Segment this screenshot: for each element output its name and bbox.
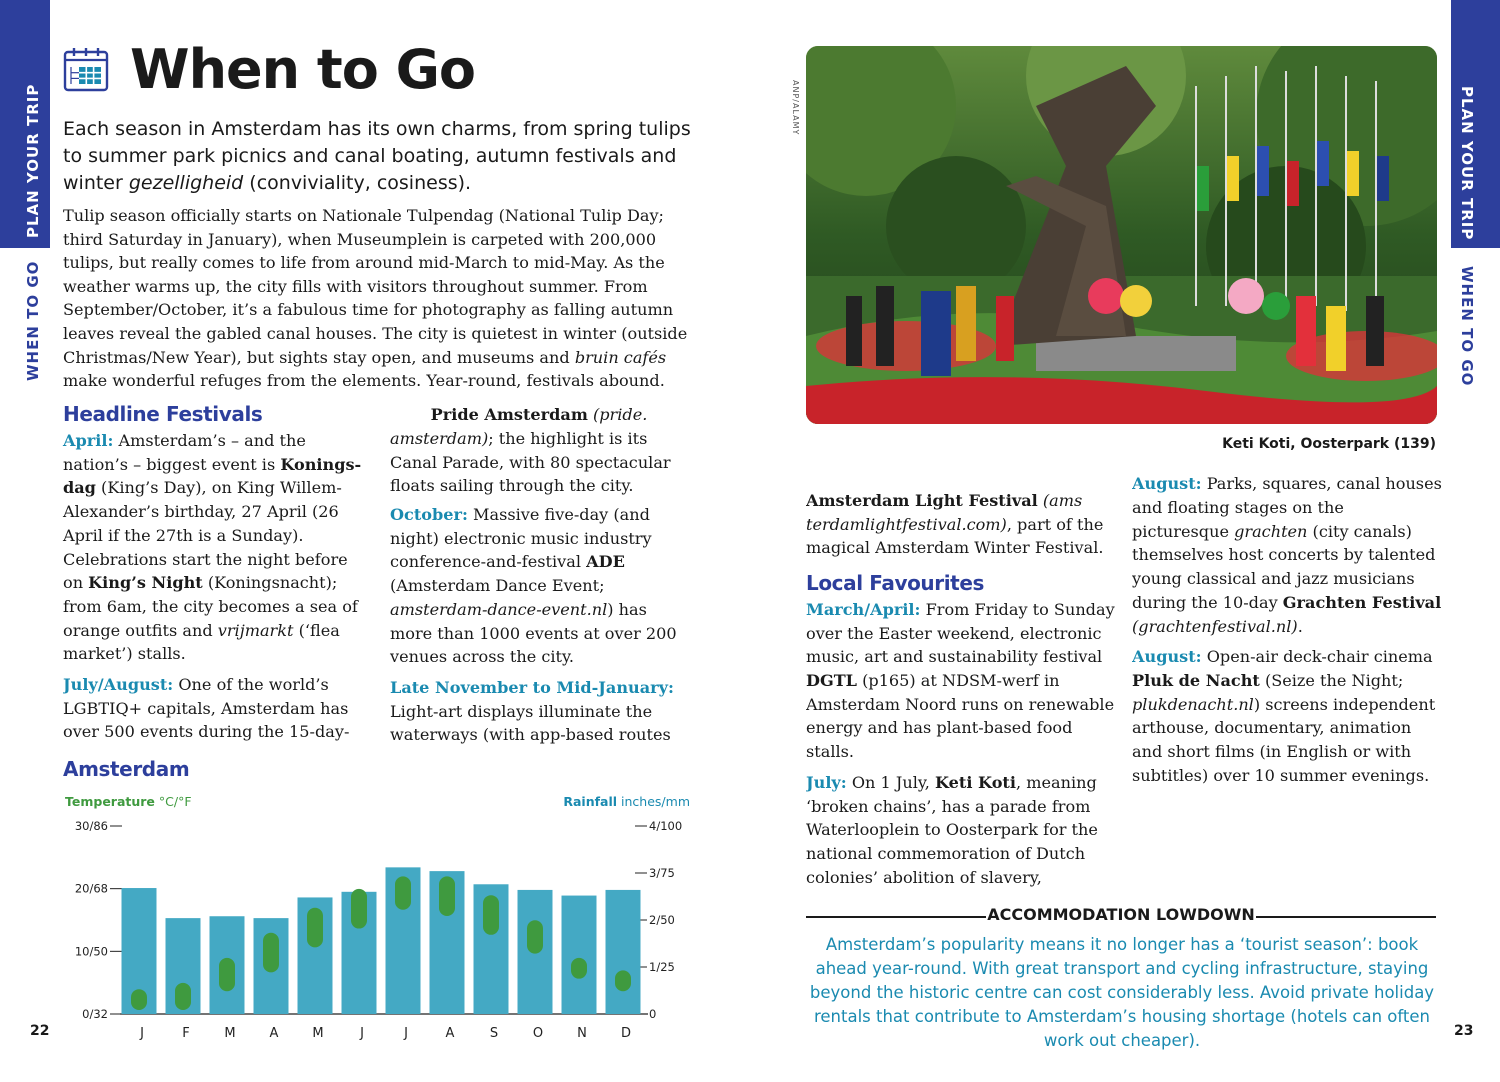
temperature-range-pill — [615, 970, 631, 991]
photo-credit: ANP/ALAMY — [791, 80, 800, 136]
left-tick-label: 30/86 — [74, 819, 108, 833]
plan-your-trip-tab-left: PLAN YOUR TRIP — [24, 83, 42, 238]
keti-koti-photo — [806, 46, 1437, 424]
festival-april: April: Amsterdam’s – and the nation’s – biggest event is Koningsdag (King’s Day), on King Willem-Alexander’s birthday, 27 April (26 April if the 27th is a Sunday). Celebrations start the night before on King’s Night (Koningsnacht); from 6am, the city becomes a sea of orange outfits and vrijmarkt (‘flea market’) stalls. — [63, 431, 362, 664]
festival-november: Late November to Mid-January: Light-art displays illuminate the waterways (with app-based routes — [390, 677, 674, 745]
right-col-1 — [806, 465, 1116, 890]
plan-your-trip-tab-right: PLAN YOUR TRIP — [1458, 86, 1476, 241]
month-label: J — [140, 1026, 144, 1041]
temperature-range-pill — [307, 908, 323, 948]
page-title: When to Go — [130, 38, 476, 101]
rainfall-bar — [562, 896, 597, 1014]
temperature-range-pill — [351, 889, 367, 929]
headline-festivals-col-1 — [63, 401, 368, 750]
festival-october: October: Massive five-day (and night) electronic music industry conference-and-festival ADE (Amsterdam Dance Event; amsterdam-dance-event.nl) has more than 1000 events at over 200 venues across the city. — [390, 505, 677, 667]
local-august-concerts: August: Parks, squares, canal houses and floating stages on the picturesque grachten (city canals) themselves host concerts by talented young classical and jazz musicians during the 10-day Grachten Festival (grachtenfestival.nl). — [1132, 474, 1442, 636]
temperature-range-pill — [395, 876, 411, 909]
temperature-range-pill — [527, 920, 543, 953]
accommodation-lowdown-text: Amsterdam’s popularity means it no longer has a ‘tourist season’: book ahead year-round. With great transport and cycling infrastructure, staying beyond the historic centre can cost considerably less. Avoid private holiday rentals that contribute to Amsterdam’s housing shortage (hotels can often work out cheaper). — [809, 935, 1435, 1050]
temperature-label: Temperature °C/°F — [65, 794, 192, 809]
when-to-go-tab-right: WHEN TO GO — [1458, 266, 1476, 387]
temperature-range-pill — [263, 933, 279, 973]
temperature-range-pill — [175, 983, 191, 1010]
festival-november-continued: Amsterdam Light Festival (ams terdamlightfestival.com), part of the magical Amsterdam Winter Festival. — [806, 490, 1104, 558]
temperature-range-pill — [571, 958, 587, 979]
temperature-range-pill — [483, 895, 499, 935]
left-tick-label: 20/68 — [74, 881, 108, 896]
month-label: D — [620, 1026, 632, 1041]
month-label: F — [182, 1026, 190, 1041]
month-label: N — [577, 1026, 587, 1041]
local-favourites-heading: Local Favourites — [806, 570, 985, 595]
month-label: A — [445, 1026, 455, 1041]
rainfall-bar — [606, 890, 641, 1014]
month-label: J — [404, 1026, 408, 1041]
intro-text: Each season in Amsterdam has its own charms, from spring tulips to summer park picnics and canal boating, autumn festivals and winter gezelligheid (conviviality, cosiness). — [63, 118, 691, 194]
local-august-cinema: August: Open-air deck-chair cinema Pluk de Nacht (Seize the Night; plukdenacht.nl) screens independent arthouse, documentary, animation and short films (in English or with subtitles) over 10 summer evenings. — [1132, 647, 1436, 785]
right-tick-label: 1/25 — [649, 960, 675, 974]
month-label: A — [269, 1026, 279, 1041]
page-number-left: 22 — [30, 1023, 50, 1039]
left-tick-label: 10/50 — [74, 944, 108, 959]
climate-chart — [60, 815, 700, 1047]
temperature-range-pill — [131, 989, 147, 1010]
local-july: July: On 1 July, Keti Koti, meaning ‘broken chains’, has a parade from Waterlooplein to Oosterpark for the national commemoration of Dutch colonies’ abolition of slavery, — [806, 772, 1098, 887]
photo-caption: Keti Koti, Oosterpark (139) — [1222, 436, 1436, 452]
temperature-range-pill — [219, 958, 235, 991]
month-label: O — [532, 1026, 544, 1041]
accommodation-lowdown-title: ACCOMMODATION LOWDOWN — [806, 903, 1436, 929]
headline-festivals-heading: Headline Festivals — [63, 402, 263, 426]
calendar-icon — [63, 47, 109, 93]
local-march: March/April: From Friday to Sunday over the Easter weekend, electronic music, art and sustainability festival DGTL (p165) at NDSM-werf in Amsterdam Noord runs on renewable energy and has plant-based food stalls. — [806, 599, 1115, 762]
right-col-2 — [1132, 465, 1442, 890]
rainfall-label: Rainfall inches/mm — [563, 794, 690, 809]
temperature-range-pill — [439, 876, 455, 916]
chart-title: Amsterdam — [63, 757, 190, 781]
right-tick-label: 2/50 — [649, 913, 675, 927]
month-label: M — [224, 1026, 236, 1041]
festival-july: July/August: One of the world’s LGBTIQ+ capitals, Amsterdam has over 500 events during the 15-day- — [63, 675, 350, 742]
left-tick-label: 0/32 — [82, 1007, 108, 1021]
month-label: M — [312, 1026, 324, 1041]
when-to-go-tab-left: WHEN TO GO — [24, 260, 42, 381]
right-tick-label: 4/100 — [649, 819, 683, 833]
body-text: Tulip season officially starts on Nationale Tulpendag (National Tulip Day; third Saturday in January), when Museumplein is carpeted with 200,000 tulips, but really comes to life from around mid-March to mid-May. As the weather warms up, the city fills with visitors throughout summer. From September/October, it’s a fabulous time for photography as falling autumn leaves reveal the gabled canal houses. The city is quietest in winter (outside Christmas/New Year), but sights stay open, and museums and bruin cafés make wonderful refuges from the elements. Year-round, festivals abound. — [63, 206, 688, 391]
right-tick-label: 0 — [649, 1007, 657, 1021]
month-label: J — [360, 1026, 364, 1041]
page-number-right: 23 — [1454, 1023, 1474, 1039]
festival-july-continued: Pride Amsterdam (pride. amsterdam); the highlight is its Canal Parade, with 80 spectacular floats sailing through the city. — [390, 405, 671, 496]
month-label: S — [489, 1026, 499, 1041]
right-tick-label: 3/75 — [649, 866, 675, 880]
